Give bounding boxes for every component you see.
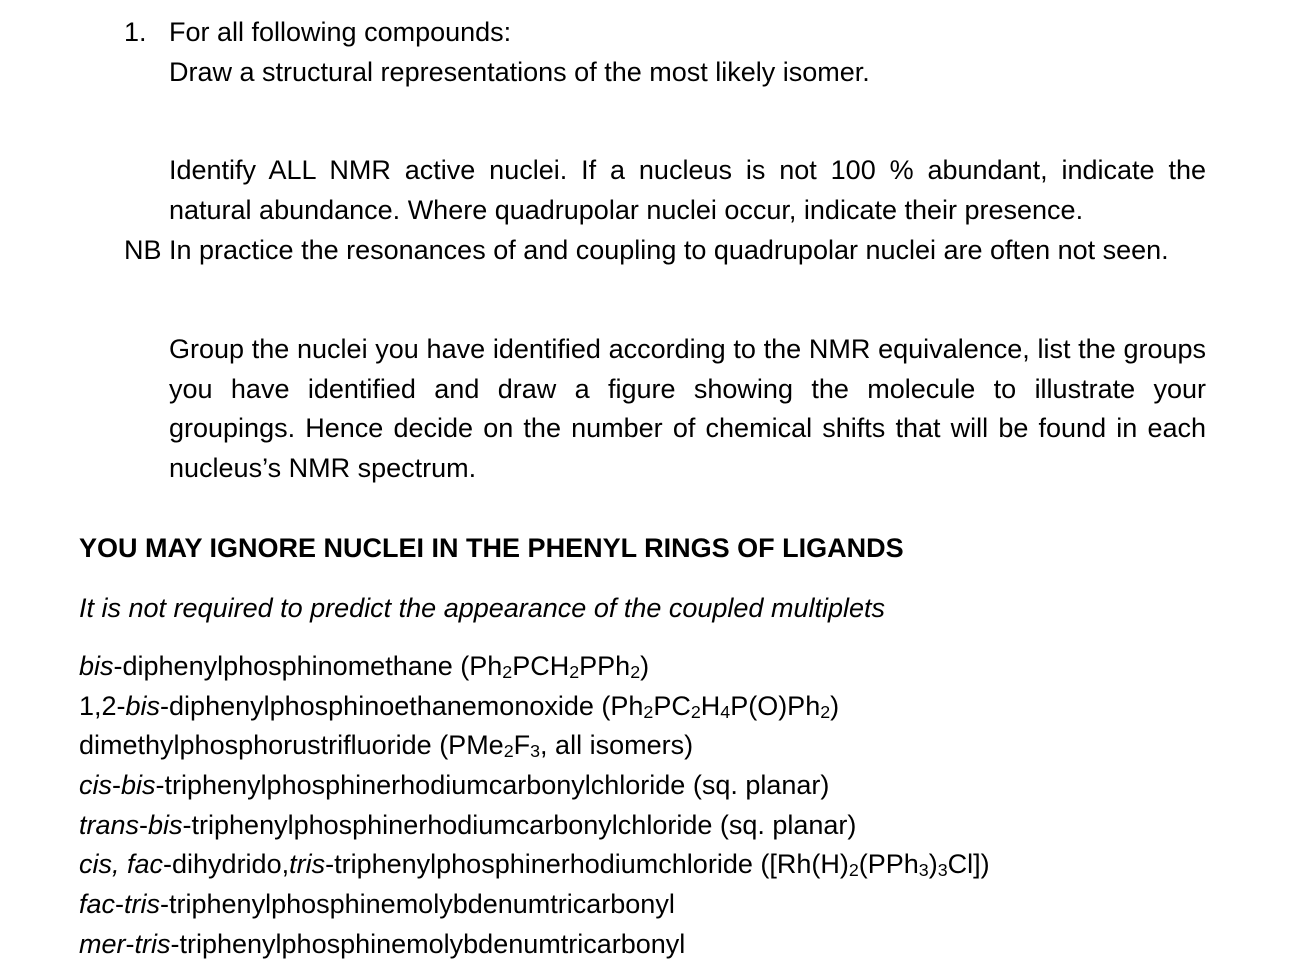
subscript: 2 xyxy=(569,662,580,683)
compound-text: PPh xyxy=(579,651,631,681)
compound-text: -triphenylphosphinerhodiumcarbonylchloride (sq. planar) xyxy=(182,809,857,840)
subscript: 2 xyxy=(820,701,831,722)
compound-text: -triphenylphosphinemolybdenumtricarbonyl xyxy=(160,889,675,920)
subscript: 3 xyxy=(918,860,929,881)
compound-text: ) xyxy=(640,651,650,681)
compound-text: PC xyxy=(653,690,691,721)
compound-text: H xyxy=(700,690,721,721)
italic-prefix: tris xyxy=(134,928,171,959)
compound-text: -triphenylphosphinerhodiumcarbonylchloride (sq. planar) xyxy=(155,770,830,801)
compound-text: (PPh xyxy=(858,849,919,880)
compound-item xyxy=(79,845,990,885)
compound-text: - xyxy=(125,928,135,959)
nmr-active-paragraph: Identify ALL NMR active nuclei. If a nucleus is not 100 % abundant, indicate the natural abundance. Where quadrupolar nuclei occur, indicate their presence. xyxy=(169,155,1206,225)
italic-prefix: fac xyxy=(79,889,116,920)
compound-item xyxy=(79,885,990,925)
compound-item xyxy=(79,726,990,766)
subscript: 2 xyxy=(690,701,701,722)
question-number: 1. xyxy=(124,17,147,47)
compound-text: 1,2- xyxy=(79,690,126,721)
ignore-phenyl-heading: YOU MAY IGNORE NUCLEI IN THE PHENYL RINGS OF LIGANDS xyxy=(79,533,904,563)
compound-text: P(O)Ph xyxy=(730,690,821,721)
compound-text: - xyxy=(139,809,149,840)
subscript: 4 xyxy=(720,701,731,722)
grouping-paragraph: Group the nuclei you have identified according to the NMR equivalence, list the groups you have identified and draw a figure showing the molecule to illustrate your groupings. Hence decide on the number of chemical shifts that will be found in each nucleus’s NMR spectrum. xyxy=(169,334,1206,484)
subscript: 3 xyxy=(530,741,541,762)
italic-prefix: cis xyxy=(79,770,112,801)
compound-item xyxy=(79,806,990,846)
italic-prefix: mer xyxy=(79,928,126,959)
subscript: 2 xyxy=(643,701,654,722)
compound-list xyxy=(79,647,990,965)
compound-text: -diphenylphosphinoethanemonoxide (Ph xyxy=(160,690,644,721)
compound-text: F xyxy=(513,730,531,761)
compound-text: - xyxy=(115,889,125,920)
italic-prefix: bis xyxy=(125,690,161,721)
subscript: 2 xyxy=(502,662,513,683)
compound-text: , all isomers) xyxy=(540,730,694,761)
compound-item xyxy=(79,925,990,965)
multiplet-note: It is not required to predict the appearance of the coupled multiplets xyxy=(79,593,885,623)
subscript: 2 xyxy=(503,741,514,762)
compound-text: -triphenylphosphinemolybdenumtricarbonyl xyxy=(170,928,686,959)
compound-text: Cl]) xyxy=(947,849,990,880)
compound-text: ) xyxy=(928,849,938,880)
compound-item xyxy=(79,647,990,687)
italic-prefix: bis xyxy=(79,651,114,681)
intro-line-2: Draw a structural representations of the most likely isomer. xyxy=(169,57,870,87)
italic-prefix: tris xyxy=(289,849,326,880)
compound-text: dimethylphosphorustrifluoride (PMe xyxy=(79,730,504,761)
compound-text: -triphenylphosphinerhodiumchloride ([Rh(H) xyxy=(325,849,849,880)
subscript: 2 xyxy=(848,860,859,881)
subscript: 3 xyxy=(937,860,948,881)
compound-item xyxy=(79,766,990,806)
subscript: 2 xyxy=(630,662,641,683)
intro-line-1: For all following compounds: xyxy=(169,17,512,47)
compound-text: -diphenylphosphinomethane (Ph xyxy=(113,651,503,681)
italic-prefix: bis xyxy=(148,809,183,840)
compound-text: -dihydrido, xyxy=(163,849,290,880)
nb-paragraph: NB In practice the resonances of and coupling to quadrupolar nuclei are often not seen. xyxy=(124,235,1169,265)
italic-prefix: cis, fac xyxy=(79,849,164,880)
compound-item xyxy=(79,687,990,727)
compound-text: - xyxy=(112,770,121,801)
compound-text: ) xyxy=(830,690,840,721)
italic-prefix: trans xyxy=(79,809,140,840)
italic-prefix: tris xyxy=(124,889,161,920)
italic-prefix: bis xyxy=(121,770,156,801)
compound-text: PCH xyxy=(512,651,570,681)
